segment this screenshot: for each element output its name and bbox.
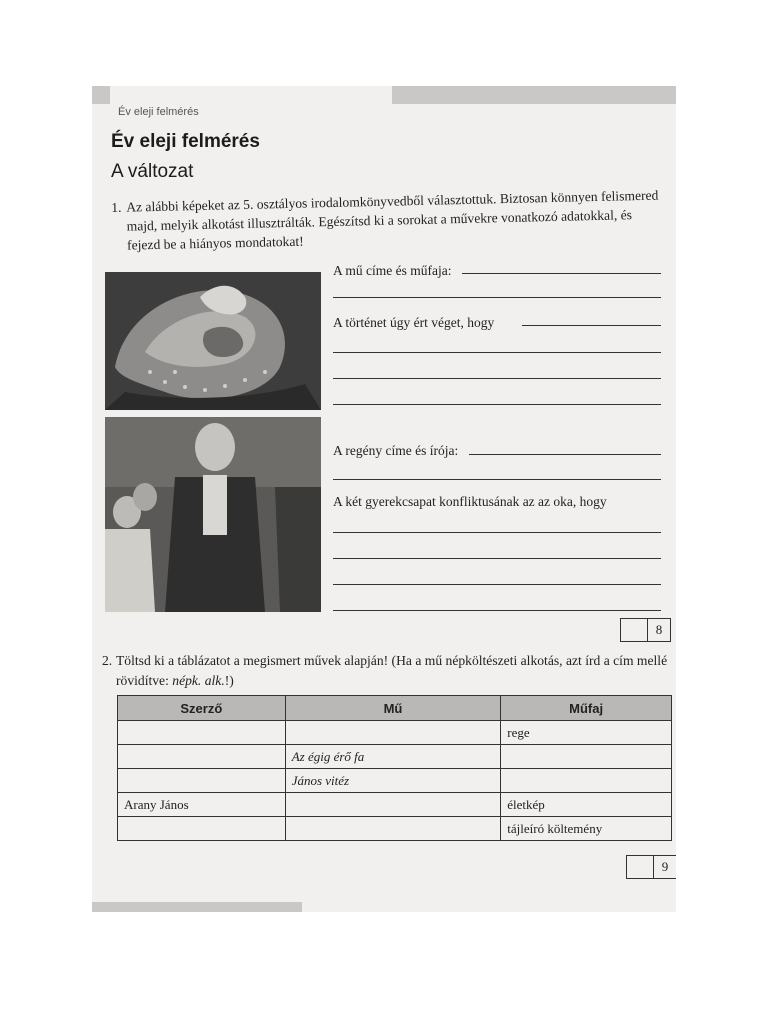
table-row: [118, 769, 672, 793]
cell-author[interactable]: [118, 745, 286, 769]
answer-line[interactable]: [333, 610, 661, 611]
header-band: [392, 86, 676, 104]
cell-work[interactable]: János vitéz: [285, 769, 501, 793]
task-1-max-score: 8: [655, 622, 663, 637]
prompt-conflict-reason: A két gyerekcsapat konfliktusának az az oka, hogy: [333, 494, 607, 509]
answer-line[interactable]: [333, 378, 661, 379]
task-1-score-box: [620, 618, 671, 642]
answer-line[interactable]: [469, 454, 661, 455]
cell-genre[interactable]: életkép: [501, 793, 672, 817]
answer-line[interactable]: [333, 297, 661, 298]
answer-line[interactable]: [333, 479, 661, 480]
prompt-story-ending: A történet úgy ért véget, hogy: [333, 315, 495, 330]
task-1-text: Az alábbi képeket az 5. osztályos irodalomkönyvedből választottuk. Biztosan könnyen felismered majd, melyik alkotást illusztrálták. Egészítsd ki a sorokat a művekre vonatkozó adatokkal, és fejezd be a hiányos mondatokat!: [126, 187, 659, 253]
cell-author[interactable]: Arany János: [118, 793, 286, 817]
answer-line[interactable]: [462, 273, 661, 274]
film-still-graphic: [105, 417, 321, 612]
answer-line[interactable]: [333, 558, 661, 559]
cell-genre[interactable]: [501, 769, 672, 793]
task-1-instruction: [111, 185, 664, 255]
task-2-number: 2.: [102, 653, 113, 668]
answer-line[interactable]: [333, 532, 661, 533]
answer-line[interactable]: [522, 325, 661, 326]
header-work: Mű: [285, 696, 501, 721]
worksheet-page: [92, 86, 676, 912]
table-row: [118, 793, 672, 817]
cell-genre[interactable]: [501, 745, 672, 769]
answer-line[interactable]: [333, 584, 661, 585]
illustration-film-still: [105, 417, 321, 612]
answer-line[interactable]: [333, 352, 661, 353]
prompt-title-genre: A mű címe és műfaja:: [333, 263, 452, 278]
cell-author[interactable]: [118, 817, 286, 841]
header-author: Szerző: [118, 696, 286, 721]
header-genre: Műfaj: [501, 696, 672, 721]
table-row: [118, 745, 672, 769]
score-entry-cell[interactable]: [621, 619, 648, 641]
task-2-text: [116, 651, 672, 691]
table-header-row: [118, 696, 672, 721]
page-title: Év eleji felmérés: [111, 131, 260, 152]
task-2-score-box: [626, 855, 676, 879]
header-band-left: [92, 86, 110, 104]
task-2-max-score: 9: [661, 859, 669, 874]
works-table: [117, 695, 672, 841]
cell-work[interactable]: [285, 721, 501, 745]
task-2-abbreviation: népk. alk.: [172, 673, 225, 688]
task-2-text-after: !): [224, 673, 234, 688]
score-entry-cell[interactable]: [627, 856, 654, 878]
prompt-novel-author: A regény címe és írója:: [333, 443, 459, 458]
cell-author[interactable]: [118, 769, 286, 793]
answer-line[interactable]: [333, 404, 661, 405]
cell-genre[interactable]: tájleíró költemény: [501, 817, 672, 841]
illustration-swan: [105, 272, 321, 410]
swan-illustration-graphic: [105, 272, 321, 410]
footer-band: [92, 902, 302, 912]
cell-genre[interactable]: rege: [501, 721, 672, 745]
cell-work[interactable]: [285, 793, 501, 817]
table-row: [118, 721, 672, 745]
page-subtitle: A változat: [111, 161, 194, 182]
cell-work[interactable]: [285, 817, 501, 841]
table-row: [118, 817, 672, 841]
cell-author[interactable]: [118, 721, 286, 745]
cell-work[interactable]: Az égig érő fa: [285, 745, 501, 769]
running-head: Év eleji felmérés: [118, 106, 199, 118]
task-1-number: 1.: [111, 199, 122, 215]
task-2-instruction: [102, 651, 672, 691]
task-2-text-before: Töltsd ki a táblázatot a megismert művek alapján! (Ha a mű népköltészeti alkotás, azt írd a cím mellé rövidítve:: [116, 653, 668, 688]
